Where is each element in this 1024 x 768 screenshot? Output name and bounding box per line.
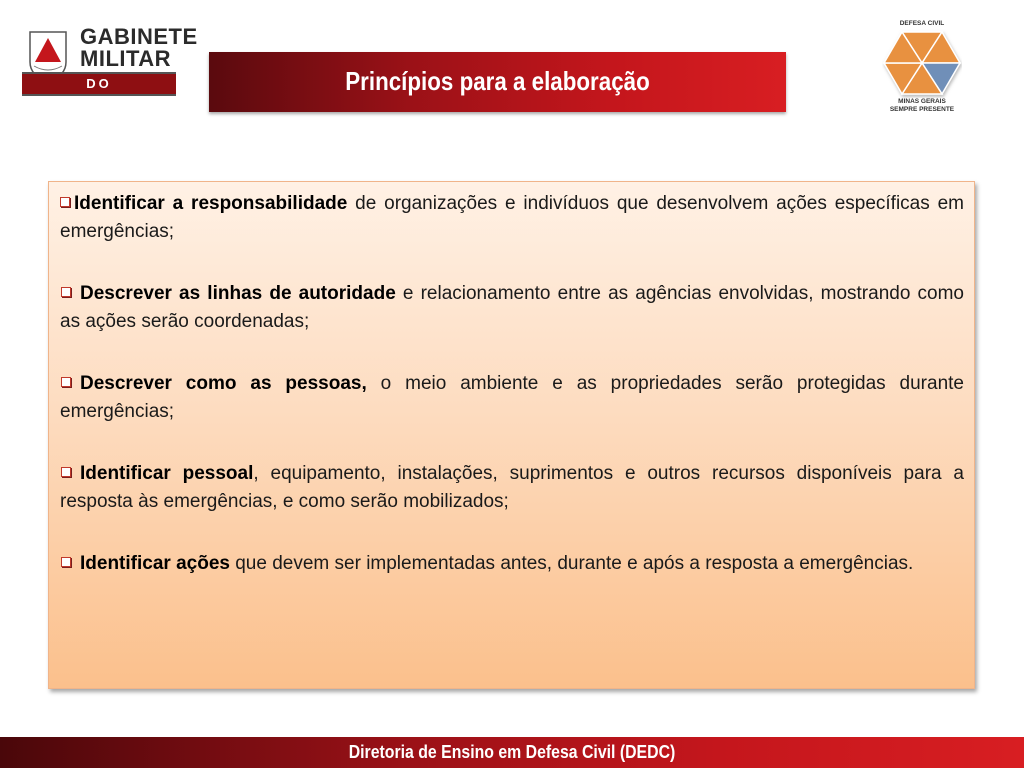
square-bullet-icon bbox=[61, 287, 71, 297]
footer-text: Diretoria de Ensino em Defesa Civil (DEDC) bbox=[348, 742, 676, 762]
logo-left-line3: DO GOVERNADOR bbox=[22, 72, 176, 96]
logo-right-bottom-label-1: MINAS GERAIS bbox=[898, 98, 946, 105]
logo-right-bottom-label-2: SEMPRE PRESENTE bbox=[889, 106, 955, 113]
item-text: de organizações e indivíduos que desenvolvem ações específicas em emergências; bbox=[60, 193, 964, 242]
logo-right-top-label: DEFESA CIVIL bbox=[899, 20, 945, 27]
square-bullet-icon bbox=[61, 467, 71, 477]
item-bold-text: Identificar pessoal bbox=[80, 463, 254, 484]
list-item bbox=[60, 550, 964, 578]
list-item bbox=[60, 280, 964, 336]
list-item bbox=[60, 190, 964, 246]
title-banner bbox=[209, 52, 786, 112]
square-bullet-icon bbox=[61, 557, 71, 567]
principles-list bbox=[48, 181, 975, 689]
square-bullet-icon bbox=[61, 377, 71, 387]
square-bullet-icon bbox=[60, 197, 70, 207]
list-item bbox=[60, 370, 964, 426]
list-item bbox=[60, 460, 964, 516]
page-title: Princípios para a elaboração bbox=[345, 66, 650, 96]
item-text: , equipamento, instalações, suprimentos e outros recursos disponíveis para a resposta às emergências, e como serão mobilizados; bbox=[60, 463, 964, 512]
item-bold-text: Identificar ações bbox=[80, 553, 230, 574]
hexagon-emblem-icon bbox=[882, 28, 962, 98]
item-text: e relacionamento entre as agências envolvidas, mostrando como as ações serão coordenadas; bbox=[60, 283, 964, 332]
defesa-civil-logo bbox=[874, 18, 970, 126]
logo-left-line1: GABINETE bbox=[80, 24, 198, 49]
item-text: o meio ambiente e as propriedades serão protegidas durante emergências; bbox=[60, 373, 964, 422]
item-bold-text: Descrever como as pessoas, bbox=[80, 373, 367, 394]
item-bold-text: Descrever as linhas de autoridade bbox=[80, 283, 396, 304]
gabinete-militar-logo bbox=[22, 22, 198, 111]
item-text: que devem ser implementadas antes, durante e após a resposta a emergências. bbox=[229, 553, 914, 574]
item-bold-text: Identificar a responsabilidade bbox=[74, 193, 348, 214]
footer-bar bbox=[0, 737, 1024, 768]
logo-left-line2: MILITAR bbox=[80, 46, 172, 71]
